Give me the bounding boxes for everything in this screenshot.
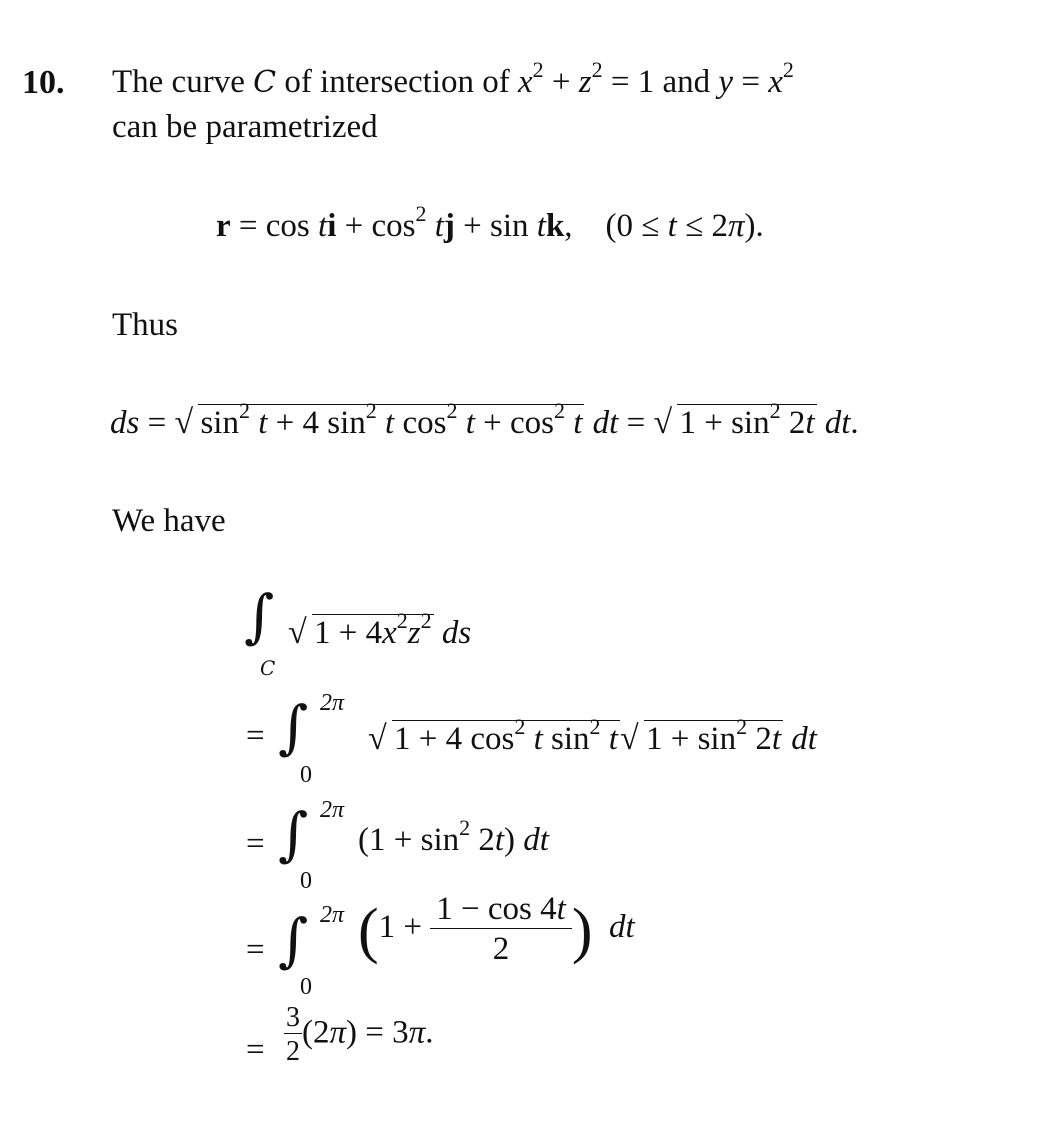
fraction-cos: $\frac{1 - \cos 4t}{2}$ xyxy=(430,893,572,966)
equals-1: = xyxy=(246,718,265,754)
intro-text-mid: of intersection of xyxy=(276,64,518,100)
upper-limit-2: 2π xyxy=(320,797,345,823)
equals-2: = xyxy=(246,826,265,862)
parametrization-equation: r = cos ti + $\cos^2$ tj + sin tk, (0 ≤ t ≤ 2π). xyxy=(216,201,764,244)
step-2-integrand: $(1 + \sin^2 2t)$ dt xyxy=(358,815,549,858)
curve-symbol: C xyxy=(253,65,277,100)
right-paren: ) xyxy=(571,897,593,965)
final-result: $\frac{3}{2}$ (2π) = 3π. xyxy=(286,1002,434,1067)
thus-label: Thus xyxy=(112,307,178,343)
intro-text-start: The curve xyxy=(112,64,254,100)
step-1-integrand: √ 1 + 4 $\cos^2 t$ $\sin^2 t√$ $1 + \sin^2 2t$ dt xyxy=(368,720,817,756)
integral-sign-1: ∫ xyxy=(244,582,275,650)
lower-limit-2: 0 xyxy=(300,868,312,894)
lower-limit-1: 0 xyxy=(300,762,312,788)
upper-limit-3: 2π xyxy=(320,902,345,928)
integral-sign-4: ∫ xyxy=(278,906,309,974)
step-3-integrand: (1 + $\frac{1 - \cos 4t}{2}$ ) dt xyxy=(358,890,635,967)
lower-limit-3: 0 xyxy=(300,974,312,1000)
radical-1: √ $\sin^2 t + 4$ $\sin^2 t$ $\cos^2 t + \cos^2 t$ xyxy=(174,404,584,440)
ds-equation: ds = √ $\sin^2 t + 4$ $\sin^2 t$ $\cos^2 t + \cos^2 t$ dt = √ $1 + \sin^2 2t$ dt. xyxy=(110,404,859,440)
equals-4: = xyxy=(246,1032,265,1068)
we-have-label: We have xyxy=(112,503,226,539)
radical-2: √ $1 + \sin^2 2t$ xyxy=(653,404,816,440)
integral-sign-2: ∫ xyxy=(278,693,309,761)
intro-text-and: and xyxy=(654,64,719,100)
integral-subscript-curve: C xyxy=(260,656,276,680)
left-paren: ( xyxy=(358,897,379,965)
intro-line-2: can be parametrized xyxy=(112,109,378,145)
equals-3: = xyxy=(246,932,265,968)
integral-sign-3: ∫ xyxy=(278,800,309,868)
upper-limit-1: 2π xyxy=(320,690,345,716)
intro-line-1: The curve C of intersection of $x^2 + z^2 = 1$ and $y = x^2$ xyxy=(112,57,794,100)
problem-number: 10. xyxy=(22,64,65,101)
line-integral-integrand: √ $1 + 4x^2z^2$ ds xyxy=(288,614,471,650)
